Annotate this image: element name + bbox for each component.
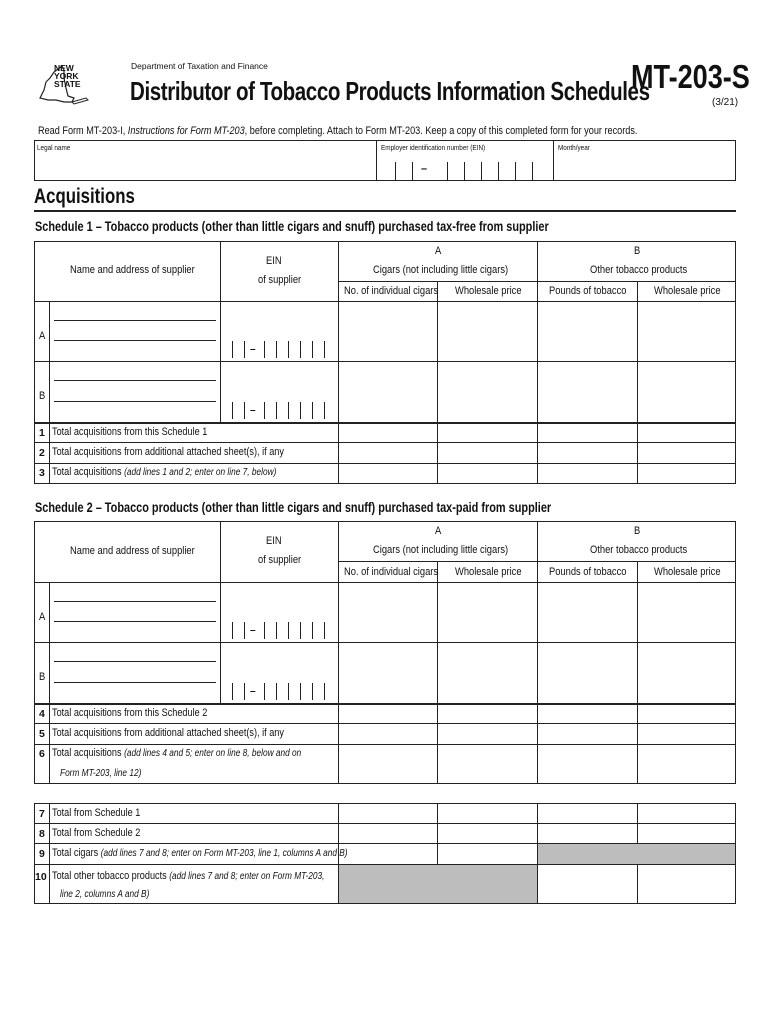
- logo-text-line: NEW: [54, 63, 74, 73]
- ein-label: Employer identification number (EIN): [381, 143, 486, 152]
- line-number: 9: [39, 848, 45, 860]
- line-text: [52, 870, 324, 882]
- s1-a-cigars-count[interactable]: [339, 302, 437, 361]
- schedule1-title: Schedule 1 – Tobacco products (other than little cigars and snuff) purchased tax-free from supplier: [35, 218, 549, 234]
- col-ein-line1: EIN: [266, 255, 282, 267]
- col-name-address: Name and address of supplier: [70, 545, 195, 557]
- supplier-b-name-address[interactable]: [54, 646, 216, 699]
- col-b-sub1: Pounds of tobacco: [549, 566, 627, 578]
- legal-name-label: Legal name: [37, 143, 71, 152]
- s2-b-tobacco-pounds[interactable]: [538, 643, 637, 703]
- supplier-b-ein[interactable]: [224, 683, 334, 701]
- s2-a-cigars-count[interactable]: [339, 583, 437, 642]
- line-text-main: Total acquisitions from additional attached sheet(s), if any: [52, 446, 284, 458]
- line-note: (add lines 7 and 8; enter on Form MT-203,: [169, 871, 325, 882]
- instructions-pre: Read Form MT-203-I,: [38, 125, 128, 137]
- line9-shaded: [538, 844, 735, 864]
- ein-dash: –: [250, 686, 256, 697]
- line-text-main: Total from Schedule 2: [52, 827, 141, 839]
- line-text-cont: [60, 767, 141, 779]
- line8-tobacco-pounds[interactable]: [538, 824, 637, 843]
- col-a-title: Cigars (not including little cigars): [373, 544, 509, 556]
- line-text-main: Total acquisitions: [52, 747, 125, 759]
- line-number: 10: [35, 871, 47, 883]
- line7-tobacco-pounds[interactable]: [538, 804, 637, 823]
- instructions-post: , before completing. Attach to Form MT-203. Keep a copy of this completed form for your records.: [244, 125, 638, 137]
- legal-name-field[interactable]: [38, 154, 372, 178]
- ein-dash: –: [250, 405, 256, 416]
- line-note: (add lines 1 and 2; enter on line 7, below): [124, 467, 277, 478]
- col-a-sub1: No. of individual cigars: [344, 285, 439, 297]
- month-year-label: Month/year: [558, 143, 590, 152]
- col-ein-line1: EIN: [266, 535, 282, 547]
- line-text: [52, 827, 140, 839]
- line-text: [52, 747, 301, 759]
- row-label-b: B: [39, 671, 46, 683]
- line-note-cont: Form MT-203, line 12): [60, 768, 142, 779]
- line-note: (add lines 4 and 5; enter on line 8, below and on: [124, 748, 302, 759]
- line-number: 7: [39, 808, 45, 820]
- line-text-main: Total acquisitions from additional attached sheet(s), if any: [52, 727, 284, 739]
- col-a-sub1: No. of individual cigars: [344, 566, 439, 578]
- supplier-a-name-address[interactable]: [54, 586, 216, 638]
- line-text: [52, 847, 348, 859]
- supplier-a-ein[interactable]: [224, 622, 334, 640]
- instructions-text: [38, 125, 637, 137]
- s2-a-tobacco-pounds[interactable]: [538, 583, 637, 642]
- line10-tobacco-price[interactable]: [638, 865, 735, 903]
- ein-field[interactable]: [380, 154, 550, 178]
- line-number: 5: [39, 728, 45, 740]
- summary-table: [34, 803, 736, 904]
- line-number: 4: [39, 708, 45, 720]
- supplier-a-name-address[interactable]: [54, 305, 216, 357]
- s2-b-cigars-price[interactable]: [438, 643, 537, 703]
- line-text: [52, 807, 140, 819]
- line10-tobacco-pounds[interactable]: [538, 865, 637, 903]
- line-text: [52, 426, 207, 438]
- form-title: Distributor of Tobacco Products Information Schedules: [130, 76, 650, 106]
- col-a-sub2: Wholesale price: [455, 285, 522, 297]
- line-note: (add lines 7 and 8; enter on Form MT-203, line 1, columns A and B): [100, 848, 348, 859]
- line-text-main: Total other tobacco products: [52, 870, 170, 882]
- col-b-letter: B: [634, 245, 641, 257]
- col-b-sub1: Pounds of tobacco: [549, 285, 627, 297]
- line-text: [52, 446, 284, 458]
- line-text-main: Total from Schedule 1: [52, 807, 141, 819]
- ein-dash: –: [250, 344, 256, 355]
- col-b-sub2: Wholesale price: [654, 566, 721, 578]
- line-note-cont: line 2, columns A and B): [60, 889, 150, 900]
- col-b-letter: B: [634, 525, 641, 537]
- ein-dash: –: [250, 625, 256, 636]
- schedule2-title: Schedule 2 – Tobacco products (other than little cigars and snuff) purchased tax-paid from supplier: [35, 499, 552, 515]
- logo-text-line: YORK: [54, 71, 79, 81]
- ein-dash: –: [421, 163, 428, 175]
- department-name: Department of Taxation and Finance: [131, 61, 268, 71]
- supplier-b-ein[interactable]: [224, 402, 334, 420]
- row-label-b: B: [39, 390, 46, 402]
- s1-a-tobacco-pounds[interactable]: [538, 302, 637, 361]
- supplier-a-ein[interactable]: [224, 341, 334, 359]
- line-text: [52, 727, 284, 739]
- line8-cigars-count[interactable]: [339, 824, 437, 843]
- col-b-title: Other tobacco products: [590, 544, 688, 556]
- line9-cigars-count[interactable]: [339, 844, 437, 864]
- line-text-main: Total acquisitions from this Schedule 2: [52, 707, 208, 719]
- line-number: 8: [39, 828, 45, 840]
- col-a-letter: A: [435, 525, 442, 537]
- line8-cigars-price[interactable]: [438, 824, 537, 843]
- logo-text-line: STATE: [54, 79, 81, 89]
- schedule1-table: [34, 241, 736, 484]
- s2-a-cigars-price[interactable]: [438, 583, 537, 642]
- line7-tobacco-price[interactable]: [638, 804, 735, 823]
- line10-shaded: [339, 865, 537, 903]
- col-b-title: Other tobacco products: [590, 264, 688, 276]
- s1-b-tobacco-price[interactable]: [638, 362, 736, 422]
- col-a-title: Cigars (not including little cigars): [373, 264, 509, 276]
- line-text-cont: [60, 888, 149, 900]
- supplier-b-name-address[interactable]: [54, 365, 216, 418]
- line7-cigars-price[interactable]: [438, 804, 537, 823]
- line-text: [52, 466, 276, 478]
- s1-b-tobacco-pounds[interactable]: [538, 362, 637, 422]
- line9-cigars-price[interactable]: [438, 844, 537, 864]
- col-ein-line2: of supplier: [258, 274, 302, 286]
- section-title: Acquisitions: [34, 185, 135, 208]
- s1-a-cigars-price[interactable]: [438, 302, 537, 361]
- schedule2-table: [34, 521, 736, 784]
- line-text-main: Total acquisitions from this Schedule 1: [52, 426, 208, 438]
- row-label-a: A: [39, 611, 46, 623]
- line-number: 2: [39, 447, 45, 459]
- line-text-main: Total acquisitions: [52, 466, 125, 478]
- instructions-italic: Instructions for Form MT-203: [127, 125, 245, 137]
- line-number: 6: [39, 748, 45, 760]
- line-number: 3: [39, 467, 45, 479]
- line-text: [52, 707, 207, 719]
- col-a-letter: A: [435, 245, 442, 257]
- row-label-a: A: [39, 330, 46, 342]
- month-year-field[interactable]: [556, 154, 732, 178]
- line-number: 1: [39, 427, 45, 439]
- s2-b-tobacco-price[interactable]: [638, 643, 736, 703]
- form-number: MT-203-S: [631, 58, 750, 95]
- s2-a-tobacco-price[interactable]: [638, 583, 736, 642]
- s1-b-cigars-price[interactable]: [438, 362, 537, 422]
- s2-b-cigars-count[interactable]: [339, 643, 437, 703]
- line7-cigars-count[interactable]: [339, 804, 437, 823]
- s1-b-cigars-count[interactable]: [339, 362, 437, 422]
- nys-logo: [34, 60, 90, 108]
- line-text-main: Total cigars: [52, 847, 101, 859]
- form-revision: (3/21): [712, 97, 739, 108]
- col-name-address: Name and address of supplier: [70, 264, 195, 276]
- col-a-sub2: Wholesale price: [455, 566, 522, 578]
- line8-tobacco-price[interactable]: [638, 824, 735, 843]
- col-ein-line2: of supplier: [258, 554, 302, 566]
- section-rule: [34, 210, 736, 212]
- s1-a-tobacco-price[interactable]: [638, 302, 736, 361]
- col-b-sub2: Wholesale price: [654, 285, 721, 297]
